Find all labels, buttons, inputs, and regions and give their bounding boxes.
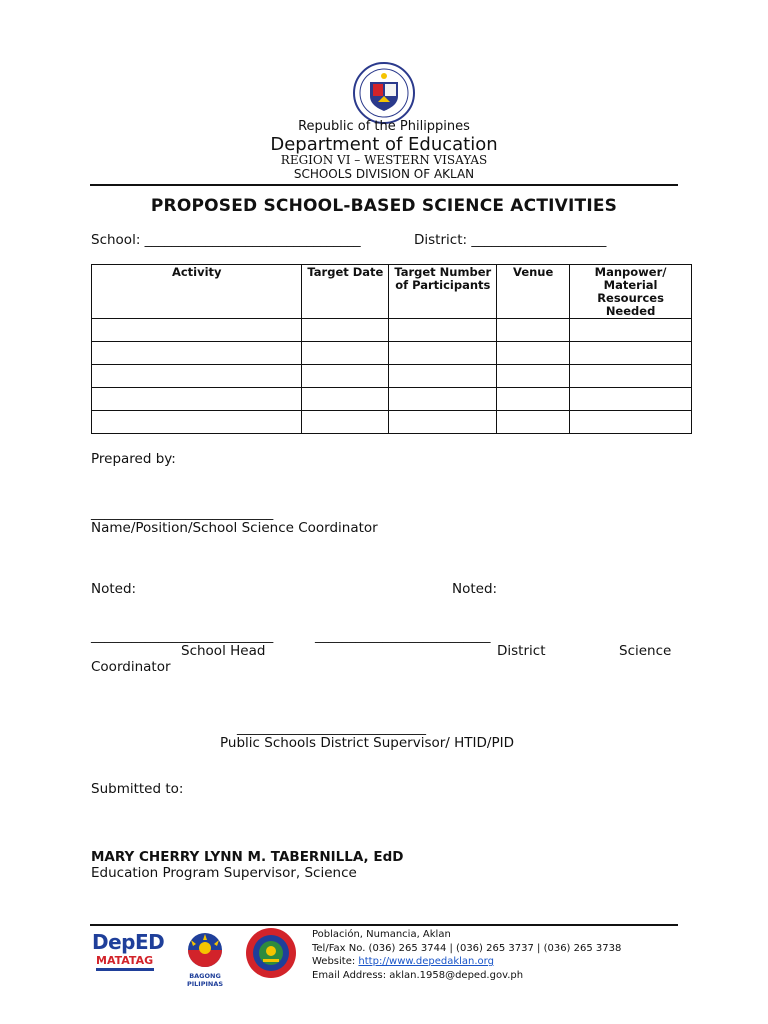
deped-matatag-logo	[92, 930, 168, 980]
col-resources: Manpower/ Material Resources Needed	[570, 265, 692, 319]
table-cell[interactable]	[92, 388, 302, 411]
school-field[interactable]: School: ________________________________	[91, 232, 361, 248]
table-header-row	[92, 265, 692, 319]
deped-seal-icon	[349, 62, 419, 124]
school-head-signature-line[interactable]: ___________________________	[91, 628, 274, 644]
table-cell[interactable]	[302, 388, 389, 411]
table-cell[interactable]	[497, 411, 570, 434]
submit-name: MARY CHERRY LYNN M. TABERNILLA, EdD	[91, 849, 404, 865]
table-cell[interactable]	[497, 388, 570, 411]
table-row	[92, 411, 692, 434]
district-field[interactable]: District: ____________________	[414, 232, 607, 248]
district-coordinator-signature-line[interactable]: __________________________	[315, 628, 491, 644]
table-cell[interactable]	[389, 365, 497, 388]
table-cell[interactable]	[389, 411, 497, 434]
supervisor-signature-line[interactable]: ____________________________	[237, 720, 426, 736]
table-cell[interactable]	[570, 365, 692, 388]
table-cell[interactable]	[92, 365, 302, 388]
table-row	[92, 365, 692, 388]
coordinator-word: Coordinator	[91, 659, 171, 675]
table-cell[interactable]	[302, 411, 389, 434]
department-text: Department of Education	[270, 134, 498, 155]
noted-label-2: Noted:	[452, 581, 498, 597]
col-activity: Activity	[92, 265, 302, 319]
submitted-to-label: Submitted to:	[91, 781, 184, 797]
footer-telfax: Tel/Fax No. (036) 265 3744 | (036) 265 3737 | (036) 265 3738	[312, 942, 622, 954]
activities-table	[91, 264, 692, 434]
col-target-date: Target Date	[302, 265, 389, 319]
submit-role: Education Program Supervisor, Science	[91, 865, 357, 881]
prepared-signature-line[interactable]: ___________________________	[91, 505, 274, 521]
table-cell[interactable]	[497, 342, 570, 365]
footer-divider	[90, 924, 678, 926]
table-cell[interactable]	[389, 342, 497, 365]
table-cell[interactable]	[302, 365, 389, 388]
table-cell[interactable]	[497, 319, 570, 342]
prepared-role: Name/Position/School Science Coordinator	[91, 520, 378, 536]
table-cell[interactable]	[92, 319, 302, 342]
table-cell[interactable]	[570, 342, 692, 365]
table-cell[interactable]	[92, 342, 302, 365]
table-cell[interactable]	[570, 319, 692, 342]
table-cell[interactable]	[302, 342, 389, 365]
footer-address: Población, Numancia, Aklan	[312, 929, 451, 940]
bagong-pilipinas-text: BAGONG PILIPINAS	[186, 972, 224, 988]
footer-contact	[312, 928, 621, 982]
division-text: SCHOOLS DIVISION OF AKLAN	[293, 167, 475, 181]
footer-email: Email Address: aklan.1958@deped.gov.ph	[312, 969, 524, 981]
republic-text: Republic of the Philippines	[298, 119, 470, 134]
table-row	[92, 388, 692, 411]
header-divider	[90, 184, 678, 186]
website-label: Website:	[312, 956, 359, 967]
supervisor-role: Public Schools District Supervisor/ HTID/PID	[220, 735, 514, 751]
school-head-role: School Head	[181, 643, 266, 659]
matatag-underline	[96, 968, 154, 971]
table-cell[interactable]	[570, 388, 692, 411]
division-aklan-seal-icon	[245, 927, 297, 979]
table-cell[interactable]	[302, 319, 389, 342]
table-cell[interactable]	[389, 388, 497, 411]
table-cell[interactable]	[497, 365, 570, 388]
district-word: District	[497, 643, 546, 659]
footer-website	[312, 955, 621, 969]
col-venue: Venue	[497, 265, 570, 319]
matatag-logo-text: MATATAG	[96, 954, 154, 967]
noted-label-1: Noted:	[91, 581, 137, 597]
science-word: Science	[619, 643, 672, 659]
table-cell[interactable]	[570, 411, 692, 434]
deped-logo-text: DepED	[92, 930, 165, 954]
website-link[interactable]: http://www.depedaklan.org	[358, 956, 494, 967]
document-title: PROPOSED SCHOOL-BASED SCIENCE ACTIVITIES	[150, 196, 618, 216]
bagong-pilipinas-icon	[172, 928, 238, 968]
bagong-pilipinas-logo	[172, 928, 238, 988]
table-row	[92, 319, 692, 342]
table-row	[92, 342, 692, 365]
table-cell[interactable]	[389, 319, 497, 342]
table-cell[interactable]	[92, 411, 302, 434]
prepared-by-label: Prepared by:	[91, 451, 176, 467]
col-participants: Target Number of Participants	[389, 265, 497, 319]
region-text: REGION VI – WESTERN VISAYAS	[280, 153, 488, 167]
